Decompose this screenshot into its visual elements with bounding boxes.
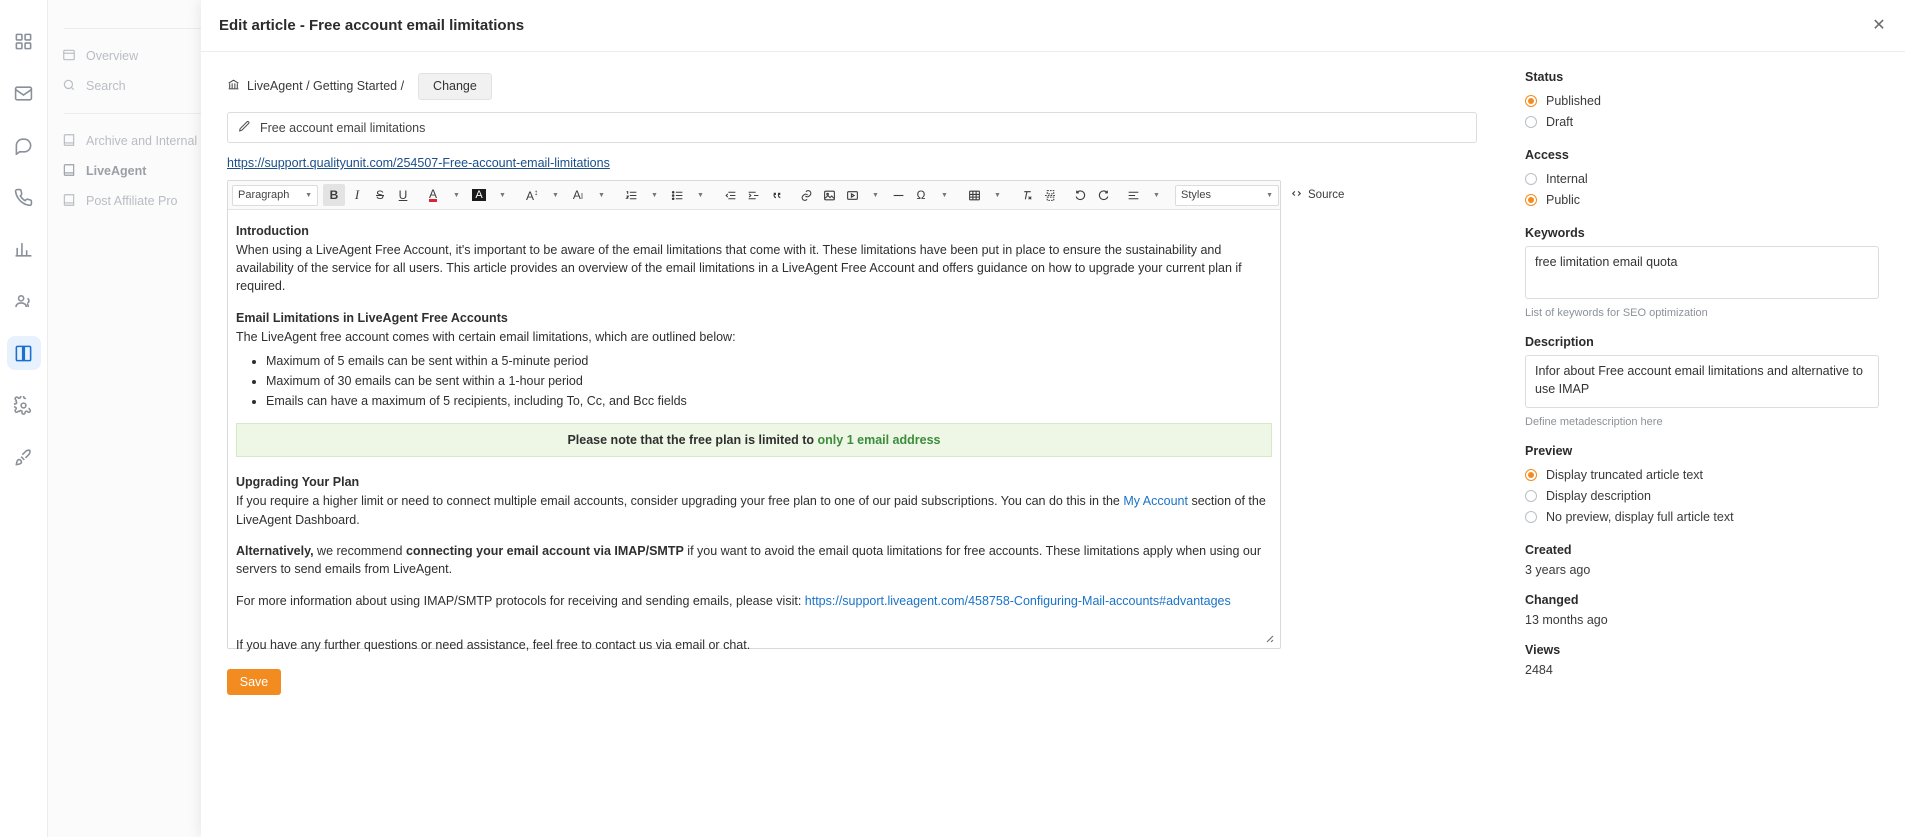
- intro-body: When using a LiveAgent Free Account, it's important to be aware of the email limitations that come with it. These limitations have been put in place to ensure the sustainability and availability of the service for all users. This article provides an overview of the email limitations in a LiveAgent Free Account and offers guidance on how to upgrade your current plan if required.: [236, 243, 1242, 294]
- alignment-button[interactable]: [1122, 184, 1144, 206]
- background-color-button[interactable]: A: [468, 184, 490, 206]
- access-label: Access: [1525, 148, 1569, 162]
- source-button[interactable]: [1290, 187, 1344, 203]
- change-category-button[interactable]: Change: [418, 73, 492, 100]
- status-option-label: Draft: [1546, 114, 1574, 129]
- changed-group: [1525, 593, 1879, 627]
- description-input[interactable]: [1525, 355, 1879, 408]
- alt-text-2: if you want to avoid the email quota limitations for free accounts. These limitations apply when using our servers to send emails from LiveAgent.: [236, 543, 1261, 576]
- article-permalink[interactable]: https://support.qualityunit.com/254507-Free-account-email-limitations: [227, 156, 610, 170]
- strikethrough-button[interactable]: S: [375, 188, 384, 202]
- table-button[interactable]: [963, 184, 985, 206]
- modal-title: Edit article - Free account email limitations: [219, 17, 525, 34]
- paragraph-format-select[interactable]: [232, 185, 318, 206]
- image-button[interactable]: [818, 184, 840, 206]
- upgrade-heading: Upgrading Your Plan: [236, 475, 360, 490]
- remove-format-button[interactable]: [1016, 184, 1038, 206]
- status-option-published[interactable]: [1525, 90, 1879, 111]
- media-embed-button[interactable]: [841, 184, 863, 206]
- intro-block: [236, 222, 1272, 296]
- numbered-list-button[interactable]: [620, 184, 642, 206]
- alt-bold-2: connecting your email account via IMAP/SMTP: [405, 543, 684, 558]
- reports-icon[interactable]: [7, 232, 41, 266]
- decrease-indent-button[interactable]: [719, 184, 741, 206]
- undo-button[interactable]: [1069, 184, 1091, 206]
- book-icon: [62, 193, 76, 210]
- radio-icon: [1525, 116, 1537, 128]
- font-family-dropdown[interactable]: ▼: [598, 191, 605, 199]
- alt-text-1: we recommend: [313, 543, 406, 558]
- preview-option-description[interactable]: [1525, 485, 1879, 506]
- radio-icon: [1525, 194, 1537, 206]
- my-account-link[interactable]: My Account: [1123, 494, 1188, 509]
- sidebar-item-label: Overview: [86, 49, 139, 63]
- source-icon: [1290, 187, 1303, 203]
- list-item: • Maximum of 30 emails can be sent within a 1-hour period: [266, 372, 1272, 390]
- edit-article-modal: [201, 0, 1905, 837]
- underline-button[interactable]: U: [398, 188, 408, 202]
- page-break-button[interactable]: [1039, 184, 1061, 206]
- sidebar-item-label: Post Affiliate Pro: [86, 194, 178, 208]
- views-value: 2484: [1525, 663, 1553, 677]
- contacts-icon[interactable]: [7, 284, 41, 318]
- background-color-dropdown[interactable]: ▼: [499, 191, 506, 199]
- table-dropdown[interactable]: ▼: [994, 191, 1001, 199]
- preview-option-truncated[interactable]: [1525, 464, 1879, 485]
- text-color-dropdown[interactable]: ▼: [453, 191, 460, 199]
- sidebar-item-label: LiveAgent: [86, 164, 147, 178]
- access-option-label: Internal: [1546, 171, 1588, 186]
- more-info-paragraph: [236, 592, 1272, 610]
- chevron-down-icon: ▼: [305, 191, 312, 199]
- phone-icon[interactable]: [7, 180, 41, 214]
- numbered-list-dropdown[interactable]: ▼: [651, 191, 658, 199]
- limits-body: The LiveAgent free account comes with certain email limitations, which are outlined below:: [236, 329, 736, 344]
- access-option-public[interactable]: [1525, 189, 1879, 210]
- radio-icon: [1525, 490, 1537, 502]
- article-title-input[interactable]: [227, 112, 1477, 143]
- bold-button[interactable]: B: [323, 184, 345, 206]
- preview-label: Preview: [1525, 444, 1573, 458]
- intro-heading: Introduction: [236, 224, 309, 238]
- overview-icon: [62, 48, 76, 65]
- close-icon[interactable]: ✕: [1872, 17, 1886, 34]
- rich-text-editor: [227, 180, 1345, 652]
- horizontal-line-button[interactable]: [887, 184, 909, 206]
- alt-bold-1: Alternatively,: [236, 543, 314, 558]
- imap-docs-link[interactable]: https://support.liveagent.com/458758-Configuring-Mail-accounts#advantages: [804, 593, 1231, 608]
- upgrade-body-1: If you require a higher limit or need to connect multiple email accounts, consider upgrading your free plan to one of our paid subscriptions. You can do this in the: [236, 494, 1124, 509]
- description-hint: Define metadescription here: [1525, 416, 1663, 428]
- chevron-down-icon: ▼: [1266, 191, 1273, 199]
- styles-select-value: Styles: [1181, 189, 1211, 201]
- breadcrumb-path: LiveAgent / Getting Started /: [247, 79, 405, 93]
- preview-option-label: Display truncated article text: [1546, 467, 1704, 482]
- limits-list: [236, 352, 1272, 410]
- link-button[interactable]: [795, 184, 817, 206]
- styles-select[interactable]: [1175, 185, 1279, 206]
- special-character-dropdown[interactable]: ▼: [941, 191, 948, 199]
- modal-header: [201, 0, 1905, 52]
- preview-option-label: No preview, display full article text: [1546, 509, 1734, 524]
- created-group: [1525, 543, 1879, 577]
- paragraph-format-value: Paragraph: [238, 189, 290, 201]
- sidebar-item-label: Search: [86, 79, 126, 93]
- breadcrumb: [227, 78, 404, 94]
- preview-option-full[interactable]: [1525, 506, 1879, 527]
- access-group: [1525, 148, 1879, 210]
- radio-icon: [1525, 469, 1537, 481]
- chat-icon[interactable]: [7, 128, 41, 162]
- article-title-value: Free account email limitations: [260, 120, 426, 135]
- italic-button[interactable]: I: [354, 187, 360, 202]
- breadcrumb-row: [227, 70, 1477, 102]
- special-character-button[interactable]: Ω: [916, 188, 926, 202]
- font-size-button[interactable]: A↕: [525, 187, 538, 203]
- more-info-text: For more information about using IMAP/SMTP protocols for receiving and sending emails, please visit:: [236, 593, 805, 608]
- access-option-label: Public: [1546, 192, 1581, 207]
- redo-button[interactable]: [1092, 184, 1114, 206]
- radio-icon: [1525, 95, 1537, 107]
- changed-label: Changed: [1525, 593, 1579, 607]
- rocket-icon[interactable]: [7, 440, 41, 474]
- save-button[interactable]: Save: [227, 669, 281, 695]
- limits-block: [236, 309, 1272, 411]
- keywords-group: [1525, 226, 1879, 319]
- description-group: [1525, 335, 1879, 428]
- media-embed-dropdown[interactable]: ▼: [872, 191, 879, 199]
- radio-icon: [1525, 173, 1537, 185]
- list-item: • Emails can have a maximum of 5 recipients, including To, Cc, and Bcc fields: [266, 392, 1272, 410]
- font-size-dropdown[interactable]: ▼: [552, 191, 559, 199]
- block-quote-button[interactable]: [765, 184, 787, 206]
- views-group: [1525, 643, 1879, 677]
- app-rail: [0, 0, 48, 837]
- preview-group: [1525, 444, 1879, 527]
- source-label: Source: [1308, 189, 1345, 201]
- changed-value: 13 months ago: [1525, 613, 1608, 627]
- meta-column: [1499, 52, 1905, 837]
- radio-icon: [1525, 511, 1537, 523]
- knowledgebase-icon[interactable]: [7, 336, 41, 370]
- font-family-button[interactable]: AI: [572, 188, 584, 202]
- upgrade-block: [236, 473, 1272, 528]
- category-icon: [227, 78, 240, 94]
- book-icon: [62, 133, 76, 150]
- alignment-dropdown[interactable]: ▼: [1153, 191, 1160, 199]
- created-label: Created: [1525, 543, 1572, 557]
- bulleted-list-button[interactable]: [666, 184, 688, 206]
- editor-resize-handle[interactable]: [1262, 630, 1274, 642]
- bulleted-list-dropdown[interactable]: ▼: [697, 191, 704, 199]
- mail-icon[interactable]: [7, 76, 41, 110]
- description-label: Description: [1525, 335, 1594, 349]
- alternative-paragraph: [236, 542, 1272, 578]
- status-group: [1525, 70, 1879, 132]
- note-callout: [236, 423, 1272, 457]
- keywords-hint: List of keywords for SEO optimization: [1525, 307, 1708, 319]
- editor-toolbar: [228, 181, 1345, 210]
- article-body-editor[interactable]: [228, 210, 1280, 652]
- note-text: Please note that the free plan is limited to: [567, 433, 818, 448]
- views-label: Views: [1525, 643, 1561, 657]
- upgrade-body-2: section of the LiveAgent Dashboard.: [236, 494, 1266, 527]
- dashboard-icon[interactable]: [7, 24, 41, 58]
- status-option-draft[interactable]: [1525, 111, 1879, 132]
- closing-paragraph: If you have any further questions or need assistance, feel free to contact us via email or chat.: [236, 638, 751, 652]
- editor-column: [201, 52, 1499, 837]
- access-option-internal[interactable]: [1525, 168, 1879, 189]
- status-option-label: Published: [1546, 93, 1601, 108]
- created-value: 3 years ago: [1525, 563, 1591, 577]
- modal-body: [201, 52, 1905, 837]
- search-icon: [62, 78, 76, 95]
- limits-heading: Email Limitations in LiveAgent Free Accounts: [236, 310, 508, 325]
- keywords-label: Keywords: [1525, 226, 1585, 240]
- preview-option-label: Display description: [1546, 488, 1651, 503]
- list-item: • Maximum of 5 emails can be sent within a 5-minute period: [266, 352, 1272, 370]
- note-link[interactable]: only 1 email address: [817, 433, 941, 448]
- pencil-icon: [238, 120, 251, 136]
- text-color-button[interactable]: A: [428, 186, 437, 201]
- settings-icon[interactable]: [7, 388, 41, 422]
- keywords-input[interactable]: [1525, 246, 1879, 299]
- status-label: Status: [1525, 70, 1564, 84]
- book-icon: [62, 163, 76, 180]
- upgrade-body: [236, 492, 1272, 528]
- increase-indent-button[interactable]: [742, 184, 764, 206]
- sidebar-item-label: Archive and Internal: [86, 134, 198, 148]
